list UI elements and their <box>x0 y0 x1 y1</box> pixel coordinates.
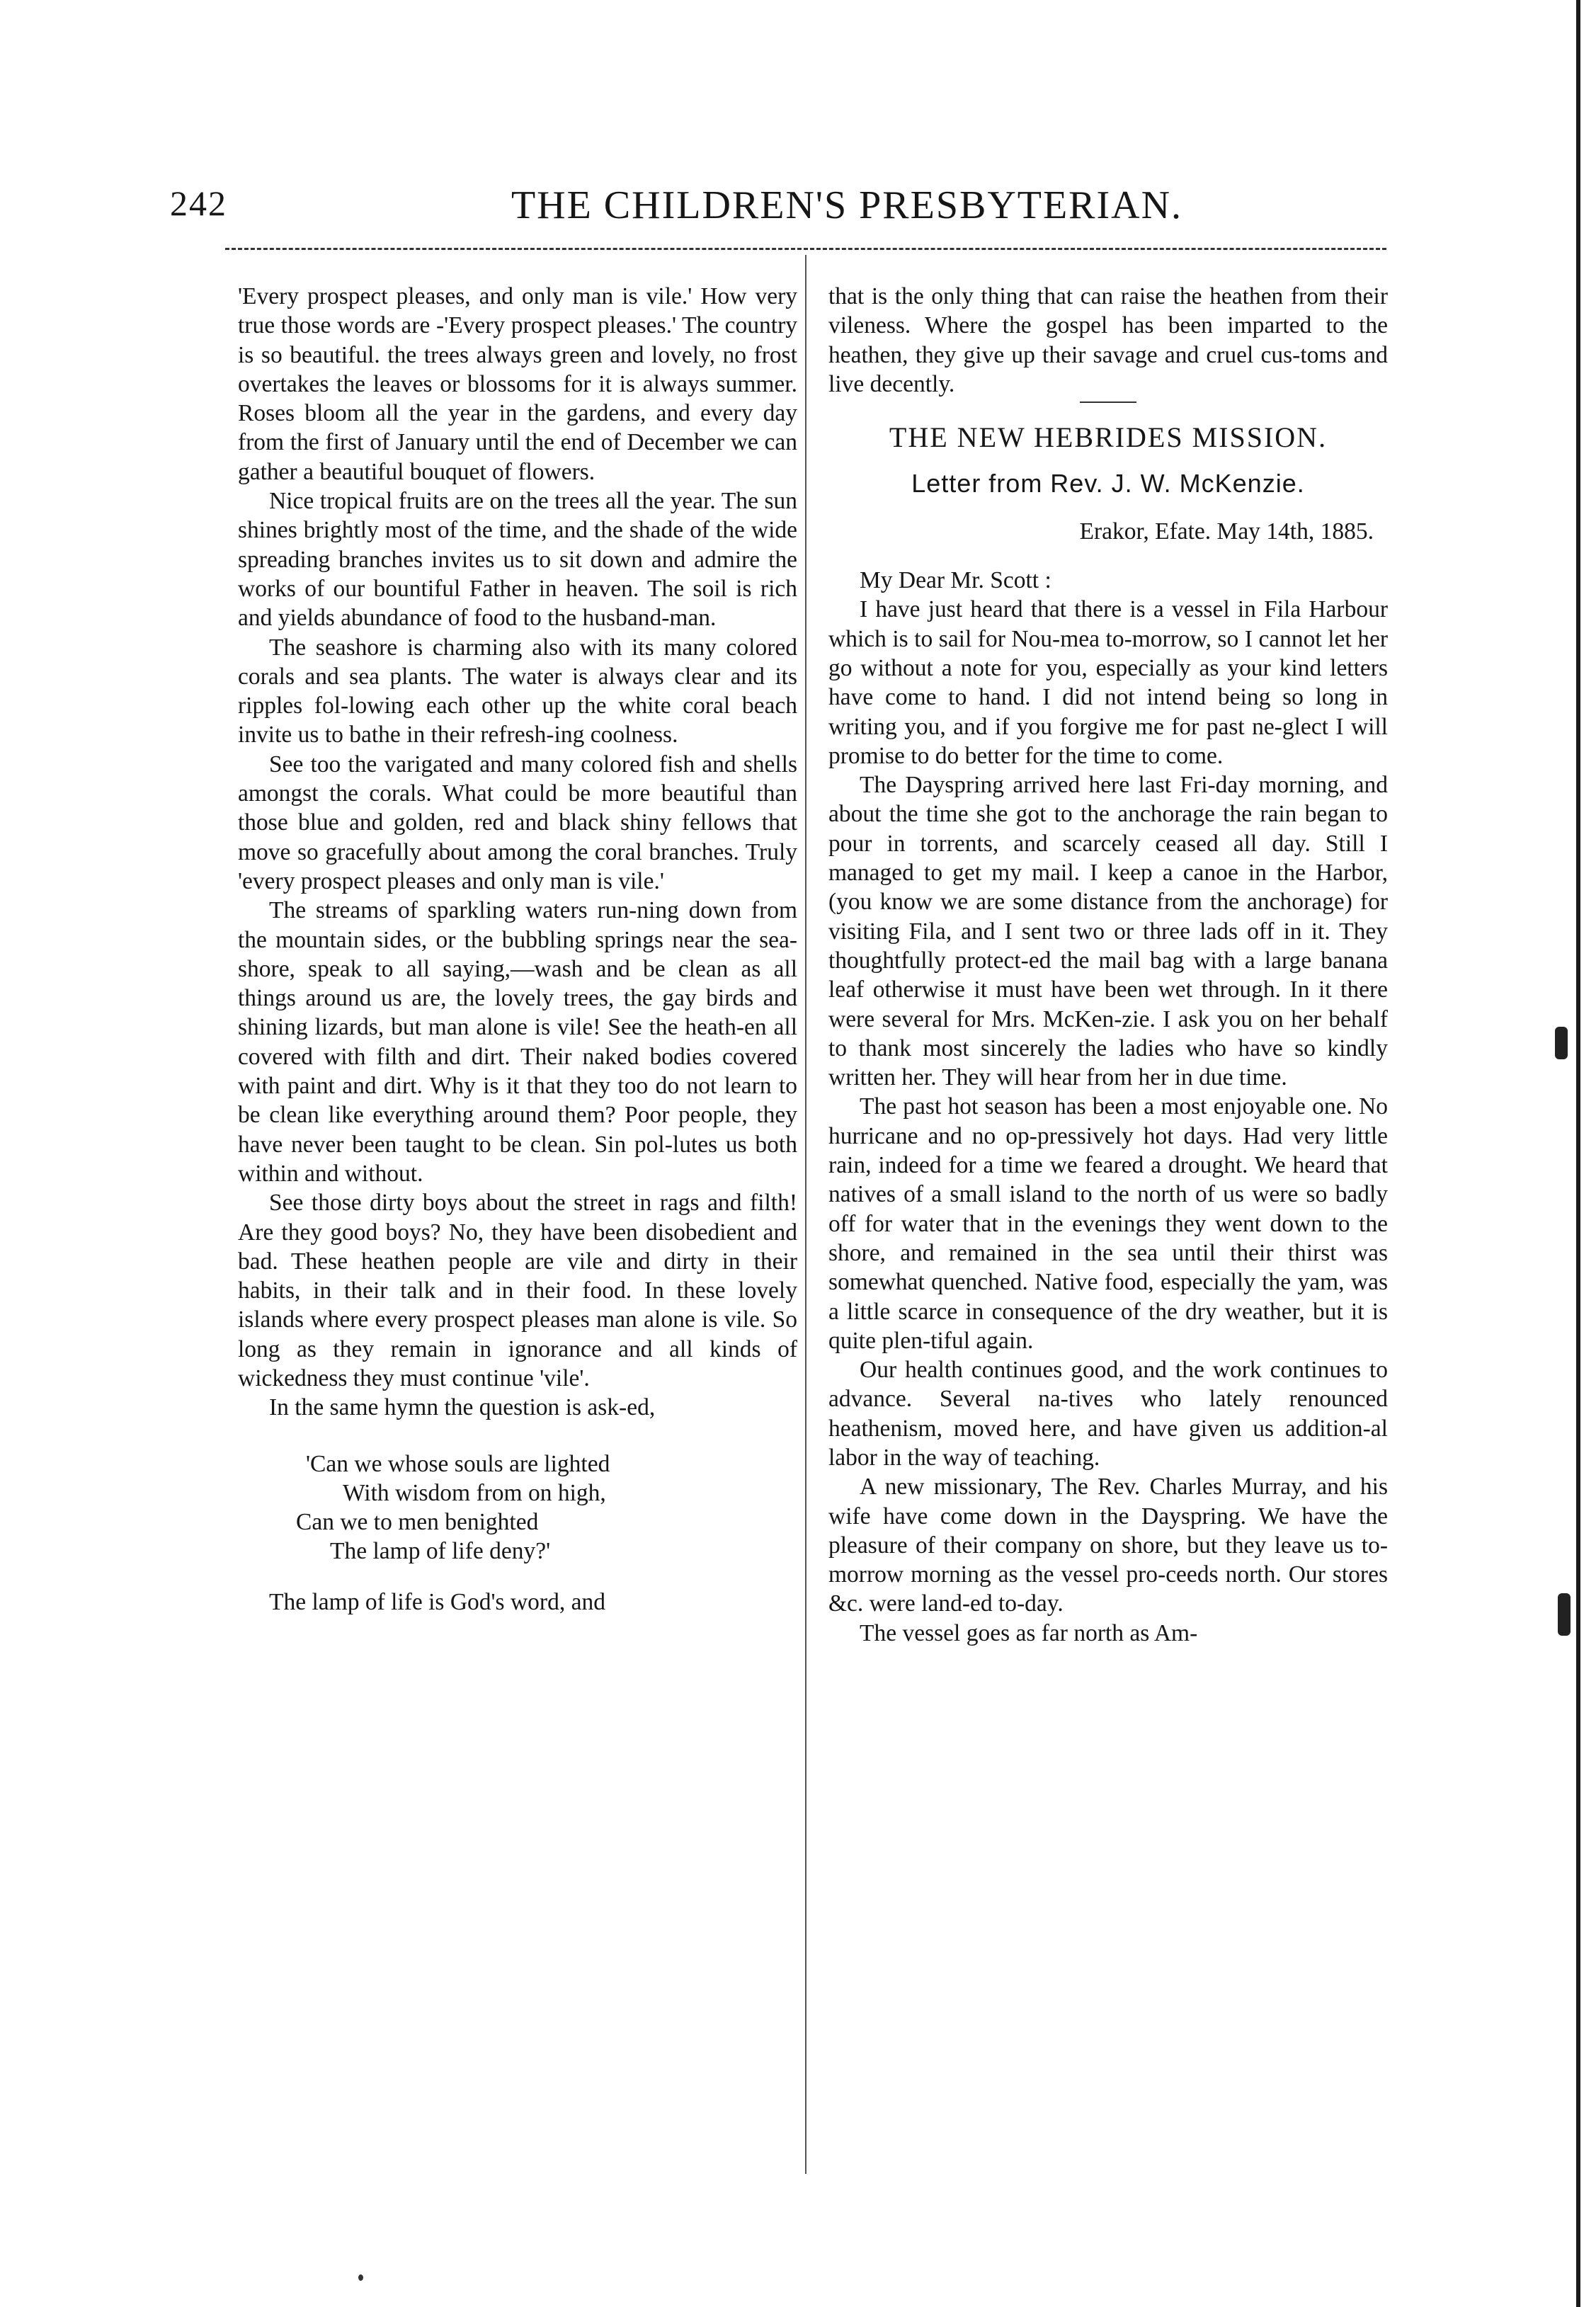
section-divider <box>1080 401 1136 403</box>
paragraph: that is the only thing that can raise the heathen from their vileness. Where the gospel has been imparted to the heathen, they give up their savage and cruel cus-toms and live decently. <box>828 283 1388 397</box>
paragraph: Nice tropical fruits are on the trees all the year. The sun shines brightly most of the time, and the shade of the wide spreading branches invites us to sit down and admire the works of our bountiful Father in heaven. The soil is rich and yields abundance of food to the husband-man. <box>238 488 797 632</box>
column-divider <box>805 255 806 2174</box>
running-title: THE CHILDREN'S PRESBYTERIAN. <box>511 183 1183 227</box>
page-edge-rule <box>1576 0 1580 2307</box>
verse-line: The lamp of life deny?' <box>330 1538 551 1565</box>
right-column <box>828 282 1388 1648</box>
paragraph: The past hot season has been a most enjoyable one. No hurricane and no op-pressively hot days. Had very little rain, indeed for a time we feared a drought. We heard that natives of a small island to the north of us were so badly off for water that in the evenings they went down to the shore, and remained in the sea until their thirst was somewhat quenched. Native food, especially the yam, was a little scarce in consequence of the dry weather, but it is quite plen-tiful again. <box>828 1093 1388 1354</box>
page-number: 242 <box>170 183 227 223</box>
paragraph: A new missionary, The Rev. Charles Murray, and his wife have come down in the Dayspring. We have the pleasure of their company on shore, but they leave us to-morrow morning as the vessel pro-ceeds north. Our stores &c. were land-ed to-day. <box>828 1474 1388 1617</box>
paragraph: The Dayspring arrived here last Fri-day morning, and about the time she got to the anchorage the rain began to pour in torrents, and scarcely ceased all day. Still I managed to get my mail. I keep a canoe in the Harbor, (you know we are some distance from the anchorage) for visiting Fila, and I sent two or three lads off in it. They thoughtfully protect-ed the mail bag with a large banana leaf otherwise it must have been wet through. In it there were several for Mrs. McKen-zie. I ask you on her behalf to thank most sincerely the ladies who have so kindly written her. They will hear from her in due time. <box>828 772 1388 1091</box>
paragraph: The streams of sparkling waters run-ning down from the mountain sides, or the bubbling springs near the sea-shore, speak to all saying,—wash and be clean as all things around us are, the lovely trees, the gay birds and shining lizards, but man alone is vile! See the heath-en all covered with filth and dirt. Their naked bodies covered with paint and dirt. Why is it that they too do not learn to be clean like everything around them? Poor people, they have never been taught to be clean. Sin pol-lutes us both within and without. <box>238 897 797 1187</box>
print-speck <box>358 2274 363 2281</box>
verse-line: 'Can we whose souls are lighted <box>306 1450 610 1477</box>
paragraph: The seashore is charming also with its many colored corals and sea plants. The water is always clear and its ripples fol-lowing each other up the white coral beach invite us to bathe in their refresh-ing coolness. <box>238 634 797 748</box>
paragraph: See those dirty boys about the street in rags and filth! Are they good boys? No, they have been disobedient and bad. These heathen people are vile and dirty in their habits, in their talk and in their food. In these lovely islands where every prospect pleases man alone is vile. So long as they remain in ignorance and all kinds of wickedness they must continue 'vile'. <box>238 1190 797 1391</box>
section-title: THE NEW HEBRIDES MISSION. <box>889 421 1328 454</box>
hymn-verse <box>238 1449 797 1566</box>
letter-dateline: Erakor, Efate. May 14th, 1885. <box>1079 518 1374 545</box>
paragraph: The vessel goes as far north as Am- <box>860 1619 1198 1646</box>
paragraph: Our health continues good, and the work continues to advance. Several na-tives who lately renounced heathenism, moved here, and have given us addition-al labor in the way of teaching. <box>828 1357 1388 1471</box>
letter-salutation: My Dear Mr. Scott : <box>860 567 1051 594</box>
verse-line: Can we to men benighted <box>296 1509 539 1536</box>
page-edge-mark <box>1558 1593 1571 1636</box>
header-rule <box>225 248 1386 250</box>
paragraph: The lamp of life is God's word, and <box>269 1588 605 1615</box>
paragraph: 'Every prospect pleases, and only man is vile.' How very true those words are -'Every prospect pleases.' The country is so beautiful. the trees always green and lovely, no frost overtakes the leaves or blossoms for it is always summer. Roses bloom all the year in the gardens, and every day from the first of January until the end of December we can gather a beautiful bouquet of flowers. <box>238 283 797 485</box>
verse-line: With wisdom from on high, <box>343 1479 606 1506</box>
page-edge-mark <box>1555 1027 1568 1059</box>
section-subtitle: Letter from Rev. J. W. McKenzie. <box>911 469 1305 499</box>
paragraph: See too the varigated and many colored fish and shells amongst the corals. What could be more beautiful than those blue and golden, red and black shiny fellows that move so gracefully about among the coral branches. Truly 'every prospect pleases and only man is vile.' <box>238 751 797 894</box>
page-header <box>170 183 1382 232</box>
paragraph: In the same hymn the question is ask-ed, <box>269 1394 656 1421</box>
left-column <box>238 282 797 1617</box>
paragraph: I have just heard that there is a vessel in Fila Harbour which is to sail for Nou-mea to-morrow, so I cannot let her go without a note for you, especially as your kind letters have come to hand. I did not intend being so long in writing you, and if you forgive me for past ne-glect I will promise to do better for the time to come. <box>828 596 1388 769</box>
